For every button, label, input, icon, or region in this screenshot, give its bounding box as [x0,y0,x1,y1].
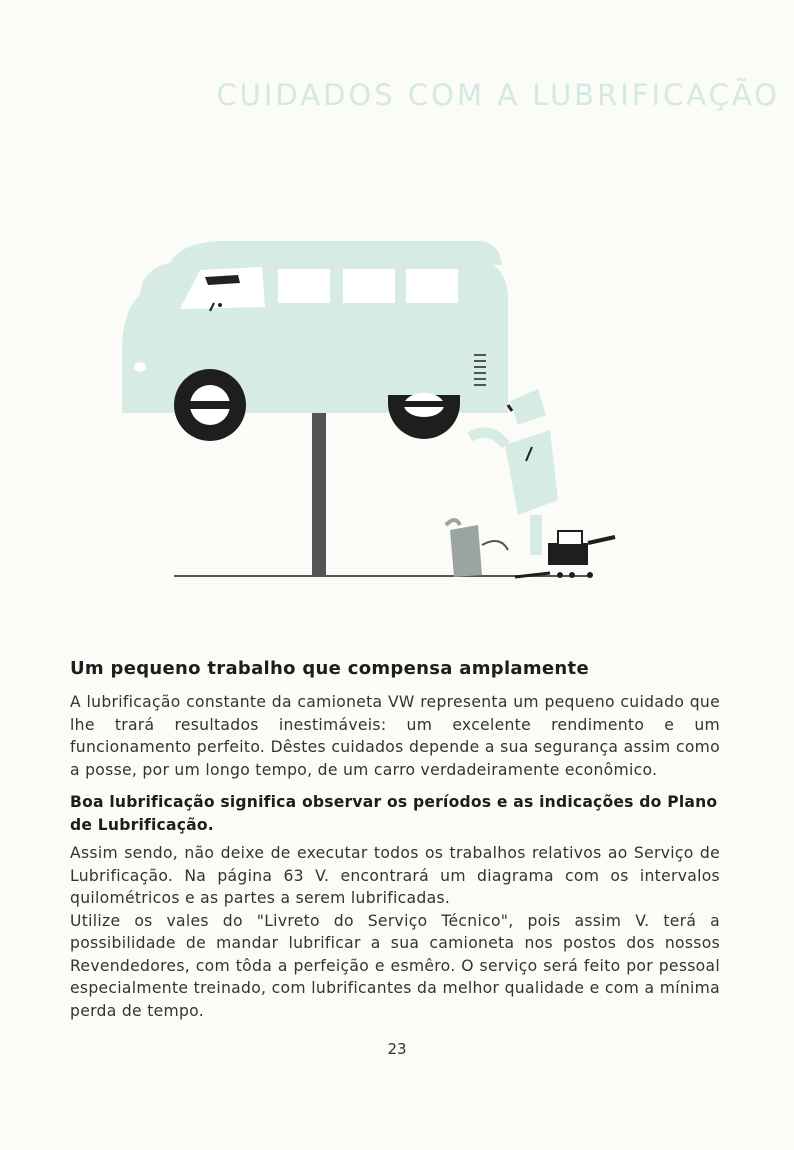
front-wheel [174,369,246,441]
van-on-lift-illustration [110,225,640,595]
van-window [343,269,395,303]
van-window [278,269,330,303]
section-subheading: Boa lubrificação significa observar os períodos e as indicações do Plano de Lubrificação. [70,793,718,834]
rear-wheel [388,393,460,439]
text-content [70,658,720,1022]
lift-column [312,413,326,576]
body-paragraph: Assim sendo, não deixe de executar todos os trabalhos relativos ao Serviço de Lubrificação. Na página 63 V. encontrará um diagrama com os intervalos quilométricos e as partes a serem lubrificadas. [70,844,720,907]
body-paragraph: A lubrificação constante da camioneta VW representa um pequeno cuidado que lhe trará resultados inestimáveis: um excelente rendimento e um funcionamento perfeito. Dêstes cuidados depende a sua segurança assim como a posse, por um longo tempo, de um carro verdadeiramente econômico. [70,693,720,779]
oil-can-figure [446,520,508,577]
page-title: CUIDADOS COM A LUBRIFICAÇÃO [216,78,780,112]
section-heading: Um pequeno trabalho que compensa amplamente [70,658,589,679]
mechanic-figure [470,389,558,555]
van-headlight [134,362,146,372]
body-paragraph: Utilize os vales do "Livreto do Serviço Técnico", pois assim V. terá a possibilidade de mandar lubrificar a sua camioneta nos postos dos nossos Revendedores, com tôda a perfeição e esmêro. O serviço será feito por pessoal especialmente treinado, com lubrificantes da melhor qualidade e com a mínima perda de tempo. [70,911,720,1020]
page-number: 23 [387,1040,407,1058]
van-window [406,269,458,303]
